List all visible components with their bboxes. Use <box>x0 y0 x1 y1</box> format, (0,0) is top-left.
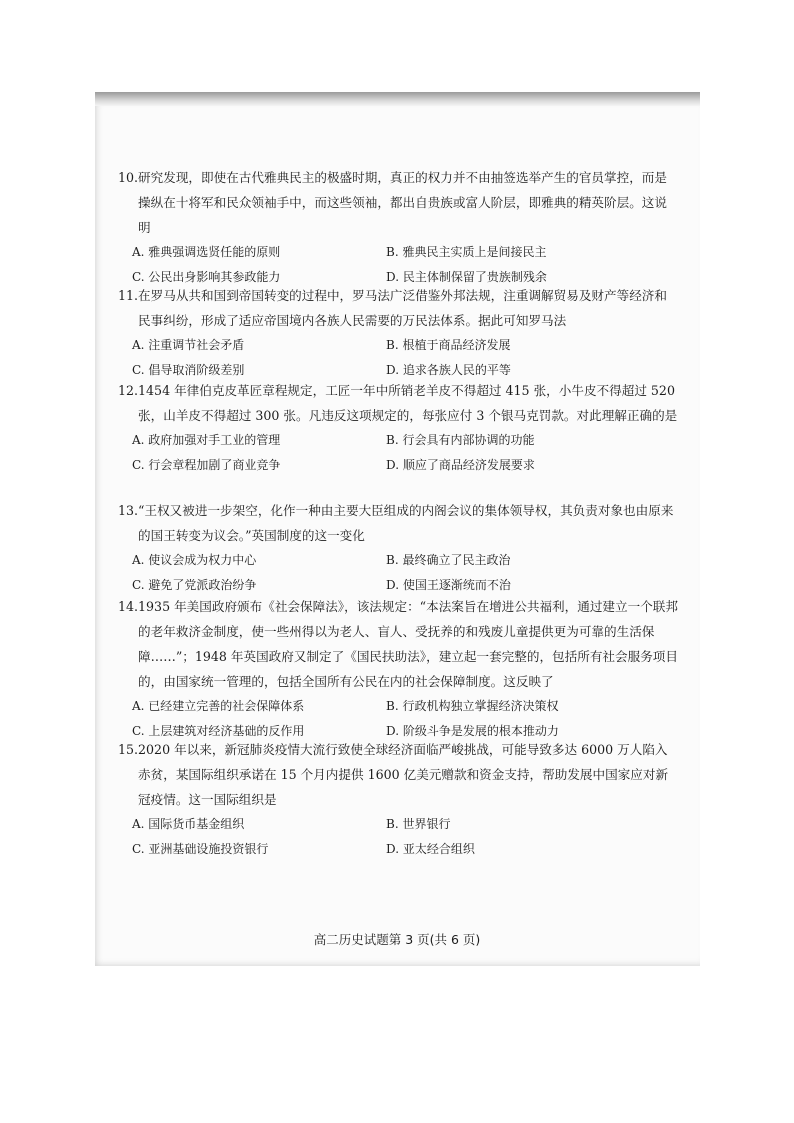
question-14 <box>118 594 678 744</box>
question-number: 14. <box>118 599 139 614</box>
question-stem <box>118 498 678 548</box>
option-d: D. 亚太经合组织 <box>386 842 475 856</box>
option-c: C. 公民出身影响其参政能力 <box>132 270 281 284</box>
question-number: 11. <box>118 288 139 303</box>
option-b: B. 最终确立了民主政治 <box>386 553 511 567</box>
question-text: 1935 年美国政府颁布《社会保障法》，该法规定：“本法案旨在增进公共福利，通过建立一个联邦的老年救济金制度，使一些州得以为老人、盲人、受抚养的和残废儿童提供更为可靠的生活保障……”；1948 年英国政府又制定了《国民扶助法》，建立起一套完整的，包括所有社会服务项目的，由国家统一管理的，包括全国所有公民在内的社会保障制度。这反映了 <box>138 599 678 689</box>
question-number: 13. <box>118 503 139 518</box>
question-stem <box>118 165 678 240</box>
option-d: D. 阶级斗争是发展的根本推动力 <box>386 724 559 738</box>
option-c: C. 避免了党派政治纷争 <box>132 578 257 592</box>
option-b: B. 行政机构独立掌握经济决策权 <box>386 699 559 713</box>
question-13 <box>118 498 678 598</box>
options-row <box>118 333 678 358</box>
option-b: B. 行会具有内部协调的功能 <box>386 433 535 447</box>
option-c: C. 倡导取消阶级差别 <box>132 363 245 377</box>
option-c: C. 亚洲基础设施投资银行 <box>132 842 269 856</box>
options-row <box>118 428 678 453</box>
question-10 <box>118 165 678 290</box>
option-d: D. 使国王逐渐统而不治 <box>386 578 511 592</box>
question-text: 研究发现，即使在古代雅典民主的极盛时期，真正的权力并不由抽签选举产生的官员掌控，而是操纵在十将军和民众领袖手中，而这些领袖，都出自贵族或富人阶层，即雅典的精英阶层。这说明 <box>138 170 667 235</box>
option-b: B. 世界银行 <box>386 817 451 831</box>
question-number: 10. <box>118 170 139 185</box>
option-d: D. 追求各族人民的平等 <box>386 363 511 377</box>
question-stem <box>118 594 678 694</box>
option-d: D. 顺应了商品经济发展要求 <box>386 458 535 472</box>
option-c: C. 上层建筑对经济基础的反作用 <box>132 724 305 738</box>
options-row <box>118 453 678 478</box>
question-number: 15. <box>118 742 139 757</box>
question-11 <box>118 283 678 383</box>
option-b: B. 根植于商品经济发展 <box>386 338 511 352</box>
option-a: A. 已经建立完善的社会保障体系 <box>132 699 305 713</box>
question-stem <box>118 378 678 428</box>
option-a: A. 使议会成为权力中心 <box>132 553 257 567</box>
question-text: 1454 年律伯克皮革匠章程规定，工匠一年中所销老羊皮不得超过 415 张，小牛皮不得超过 520 张，山羊皮不得超过 300 张。凡违反这项规定的，每张应付 3 个银马克罚款。对此理解正确的是 <box>138 383 678 423</box>
question-stem <box>118 737 678 812</box>
options-row <box>118 837 678 862</box>
question-15 <box>118 737 678 862</box>
options-row <box>118 812 678 837</box>
option-a: A. 注重调节社会矛盾 <box>132 338 245 352</box>
option-a: A. 国际货币基金组织 <box>132 817 245 831</box>
question-stem <box>118 283 678 333</box>
question-text: “王权又被进一步架空，化作一种由主要大臣组成的内阁会议的集体领导权，其负责对象也由原来的国王转变为议会。”英国制度的这一变化 <box>138 503 674 543</box>
option-b: B. 雅典民主实质上是间接民主 <box>386 245 547 259</box>
option-a: A. 政府加强对手工业的管理 <box>132 433 281 447</box>
option-d: D. 民主体制保留了贵族制残余 <box>386 270 547 284</box>
question-number: 12. <box>118 383 139 398</box>
option-c: C. 行会章程加剧了商业竞争 <box>132 458 281 472</box>
question-12 <box>118 378 678 478</box>
scan-top-shadow <box>95 92 700 106</box>
question-text: 在罗马从共和国到帝国转变的过程中，罗马法广泛借鉴外邦法规，注重调解贸易及财产等经济和民事纠纷，形成了适应帝国境内各族人民需要的万民法体系。据此可知罗马法 <box>138 288 667 328</box>
page-footer: 高二历史试题第 3 页(共 6 页) <box>313 932 481 947</box>
option-a: A. 雅典强调选贤任能的原则 <box>132 245 281 259</box>
question-text: 2020 年以来，新冠肺炎疫情大流行致使全球经济面临严峻挑战，可能导致多达 6000 万人陷入赤贫，某国际组织承诺在 15 个月内提供 1600 亿美元赠款和资金支持，帮助发展中国家应对新冠疫情。这一国际组织是 <box>138 742 669 807</box>
options-row <box>118 548 678 573</box>
options-row <box>118 240 678 265</box>
options-row <box>118 694 678 719</box>
